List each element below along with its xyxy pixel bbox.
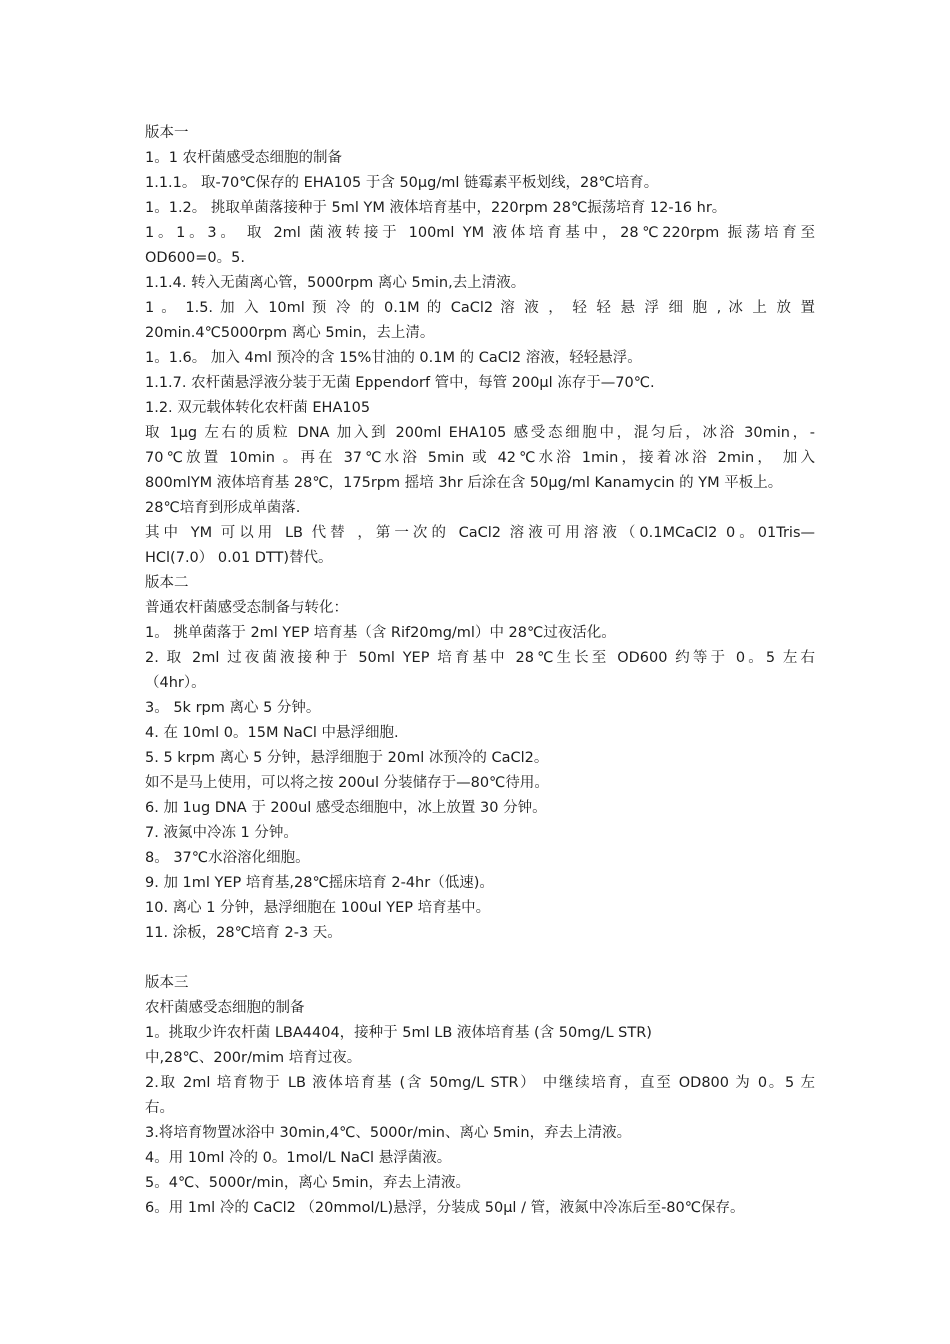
text-line: 农杆菌感受态细胞的制备: [145, 1000, 305, 1016]
text-line: 6. 加 1ug DNA 于 200ul 感受态细胞中，冰上放置 30 分钟。: [145, 800, 547, 816]
text-line: 版本二: [145, 575, 189, 591]
text-line: OD600=0。5.: [145, 250, 245, 266]
text-line: 800mlYM 液体培育基 28℃，175rpm 摇培 3hr 后涂在含 50μg/ml Kanamycin 的 YM 平板上。: [145, 475, 783, 491]
text-line: 2. 取 2ml 过夜菌液接种于 50ml YEP 培育基中 28℃生长至 OD600 约等于 0。5 左右: [145, 650, 815, 666]
text-line: 版本一: [145, 125, 189, 141]
text-line: 4. 在 10ml 0。15M NaCl 中悬浮细胞.: [145, 725, 399, 741]
text-line: 28℃培育到形成单菌落.: [145, 500, 301, 516]
text-line: 1。1.6。 加入 4ml 预冷的含 15%甘油的 0.1M 的 CaCl2 溶液，轻轻悬浮。: [145, 350, 642, 366]
text-line: 20min.4℃5000rpm 离心 5min，去上清。: [145, 325, 435, 341]
text-line: 取 1μg 左右的质粒 DNA 加入到 200ml EHA105 感受态细胞中，混匀后，冰浴 30min，-: [145, 425, 815, 441]
text-line: 1 。 1.5. 加 入 10ml 预 冷 的 0.1M 的 CaCl2 溶 液 ， 轻 轻 悬 浮 细 胞 , 冰 上 放 置: [145, 300, 815, 316]
text-line: 9. 加 1ml YEP 培育基,28℃摇床培育 2-4hr（低速)。: [145, 875, 494, 891]
text-line: 其中 YM 可以用 LB 代替 ，第一次的 CaCl2 溶液可用溶液（0.1MCaCl2 0。01Tris—: [145, 525, 815, 541]
text-line: HCl(7.0） 0.01 DTT)替代。: [145, 550, 333, 566]
text-line: 1.1.1。 取-70℃保存的 EHA105 于含 50μg/ml 链霉素平板划线，28℃培育。: [145, 175, 659, 191]
text-line: 1。 挑单菌落于 2ml YEP 培育基（含 Rif20mg/ml）中 28℃过夜活化。: [145, 625, 616, 641]
text-line: 1。1 农杆菌感受态细胞的制备: [145, 150, 343, 166]
text-line: 3。 5k rpm 离心 5 分钟。: [145, 700, 321, 716]
text-line: 5。4℃、5000r/min，离心 5min，弃去上清液。: [145, 1175, 471, 1191]
blank-line: [145, 946, 815, 971]
text-line: 7. 液氮中冷冻 1 分钟。: [145, 825, 298, 841]
text-line: （4hr）。: [145, 675, 206, 691]
text-line: 1.1.7. 农杆菌悬浮液分装于无菌 Eppendorf 管中，每管 200μl 冻存于—70℃.: [145, 375, 655, 391]
text-line: 1。挑取少许农杆菌 LBA4404，接种于 5ml LB 液体培育基 (含 50mg/L STR): [145, 1025, 652, 1041]
text-line: 70℃放置 10min 。再在 37℃水浴 5min 或 42℃水浴 1min，接着冰浴 2min， 加入: [145, 450, 815, 466]
text-line: 8。 37℃水浴溶化细胞。: [145, 850, 310, 866]
text-line: 11. 涂板，28℃培育 2-3 天。: [145, 925, 342, 941]
text-line: 3.将培育物置冰浴中 30min,4℃、5000r/min、离心 5min，弃去上清液。: [145, 1125, 632, 1141]
text-line: 中,28℃、200r/mim 培育过夜。: [145, 1050, 362, 1066]
text-line: 普通农杆菌感受态制备与转化：: [145, 600, 348, 616]
text-line: 5. 5 krpm 离心 5 分钟，悬浮细胞于 20ml 冰预冷的 CaCl2。: [145, 750, 549, 766]
text-line: 1。1。3。 取 2ml 菌液转接于 100ml YM 液体培育基中，28℃220rpm 振荡培育至: [145, 225, 815, 241]
text-line: 6。用 1ml 冷的 CaCl2 （20mmol/L)悬浮，分装成 50μl / 管，液氮中冷冻后至-80℃保存。: [145, 1200, 745, 1216]
text-line: 2.取 2ml 培育物于 LB 液体培育基 (含 50mg/L STR） 中继续培育，直至 OD800 为 0。5 左: [145, 1075, 815, 1091]
text-line: 1.2. 双元载体转化农杆菌 EHA105: [145, 400, 371, 416]
text-line: 4。用 10ml 冷的 0。1mol/L NaCl 悬浮菌液。: [145, 1150, 452, 1166]
text-line: 如不是马上使用，可以将之按 200ul 分装储存于—80℃待用。: [145, 775, 549, 791]
text-line: 1。1.2。 挑取单菌落接种于 5ml YM 液体培育基中，220rpm 28℃振荡培育 12-16 hr。: [145, 200, 727, 216]
text-line: 右。: [145, 1100, 174, 1116]
text-line: 10. 离心 1 分钟，悬浮细胞在 100ul YEP 培育基中。: [145, 900, 491, 916]
text-line: 版本三: [145, 975, 189, 991]
text-line: 1.1.4. 转入无菌离心管，5000rpm 离心 5min,去上清液。: [145, 275, 526, 291]
document-body: [145, 121, 815, 1221]
